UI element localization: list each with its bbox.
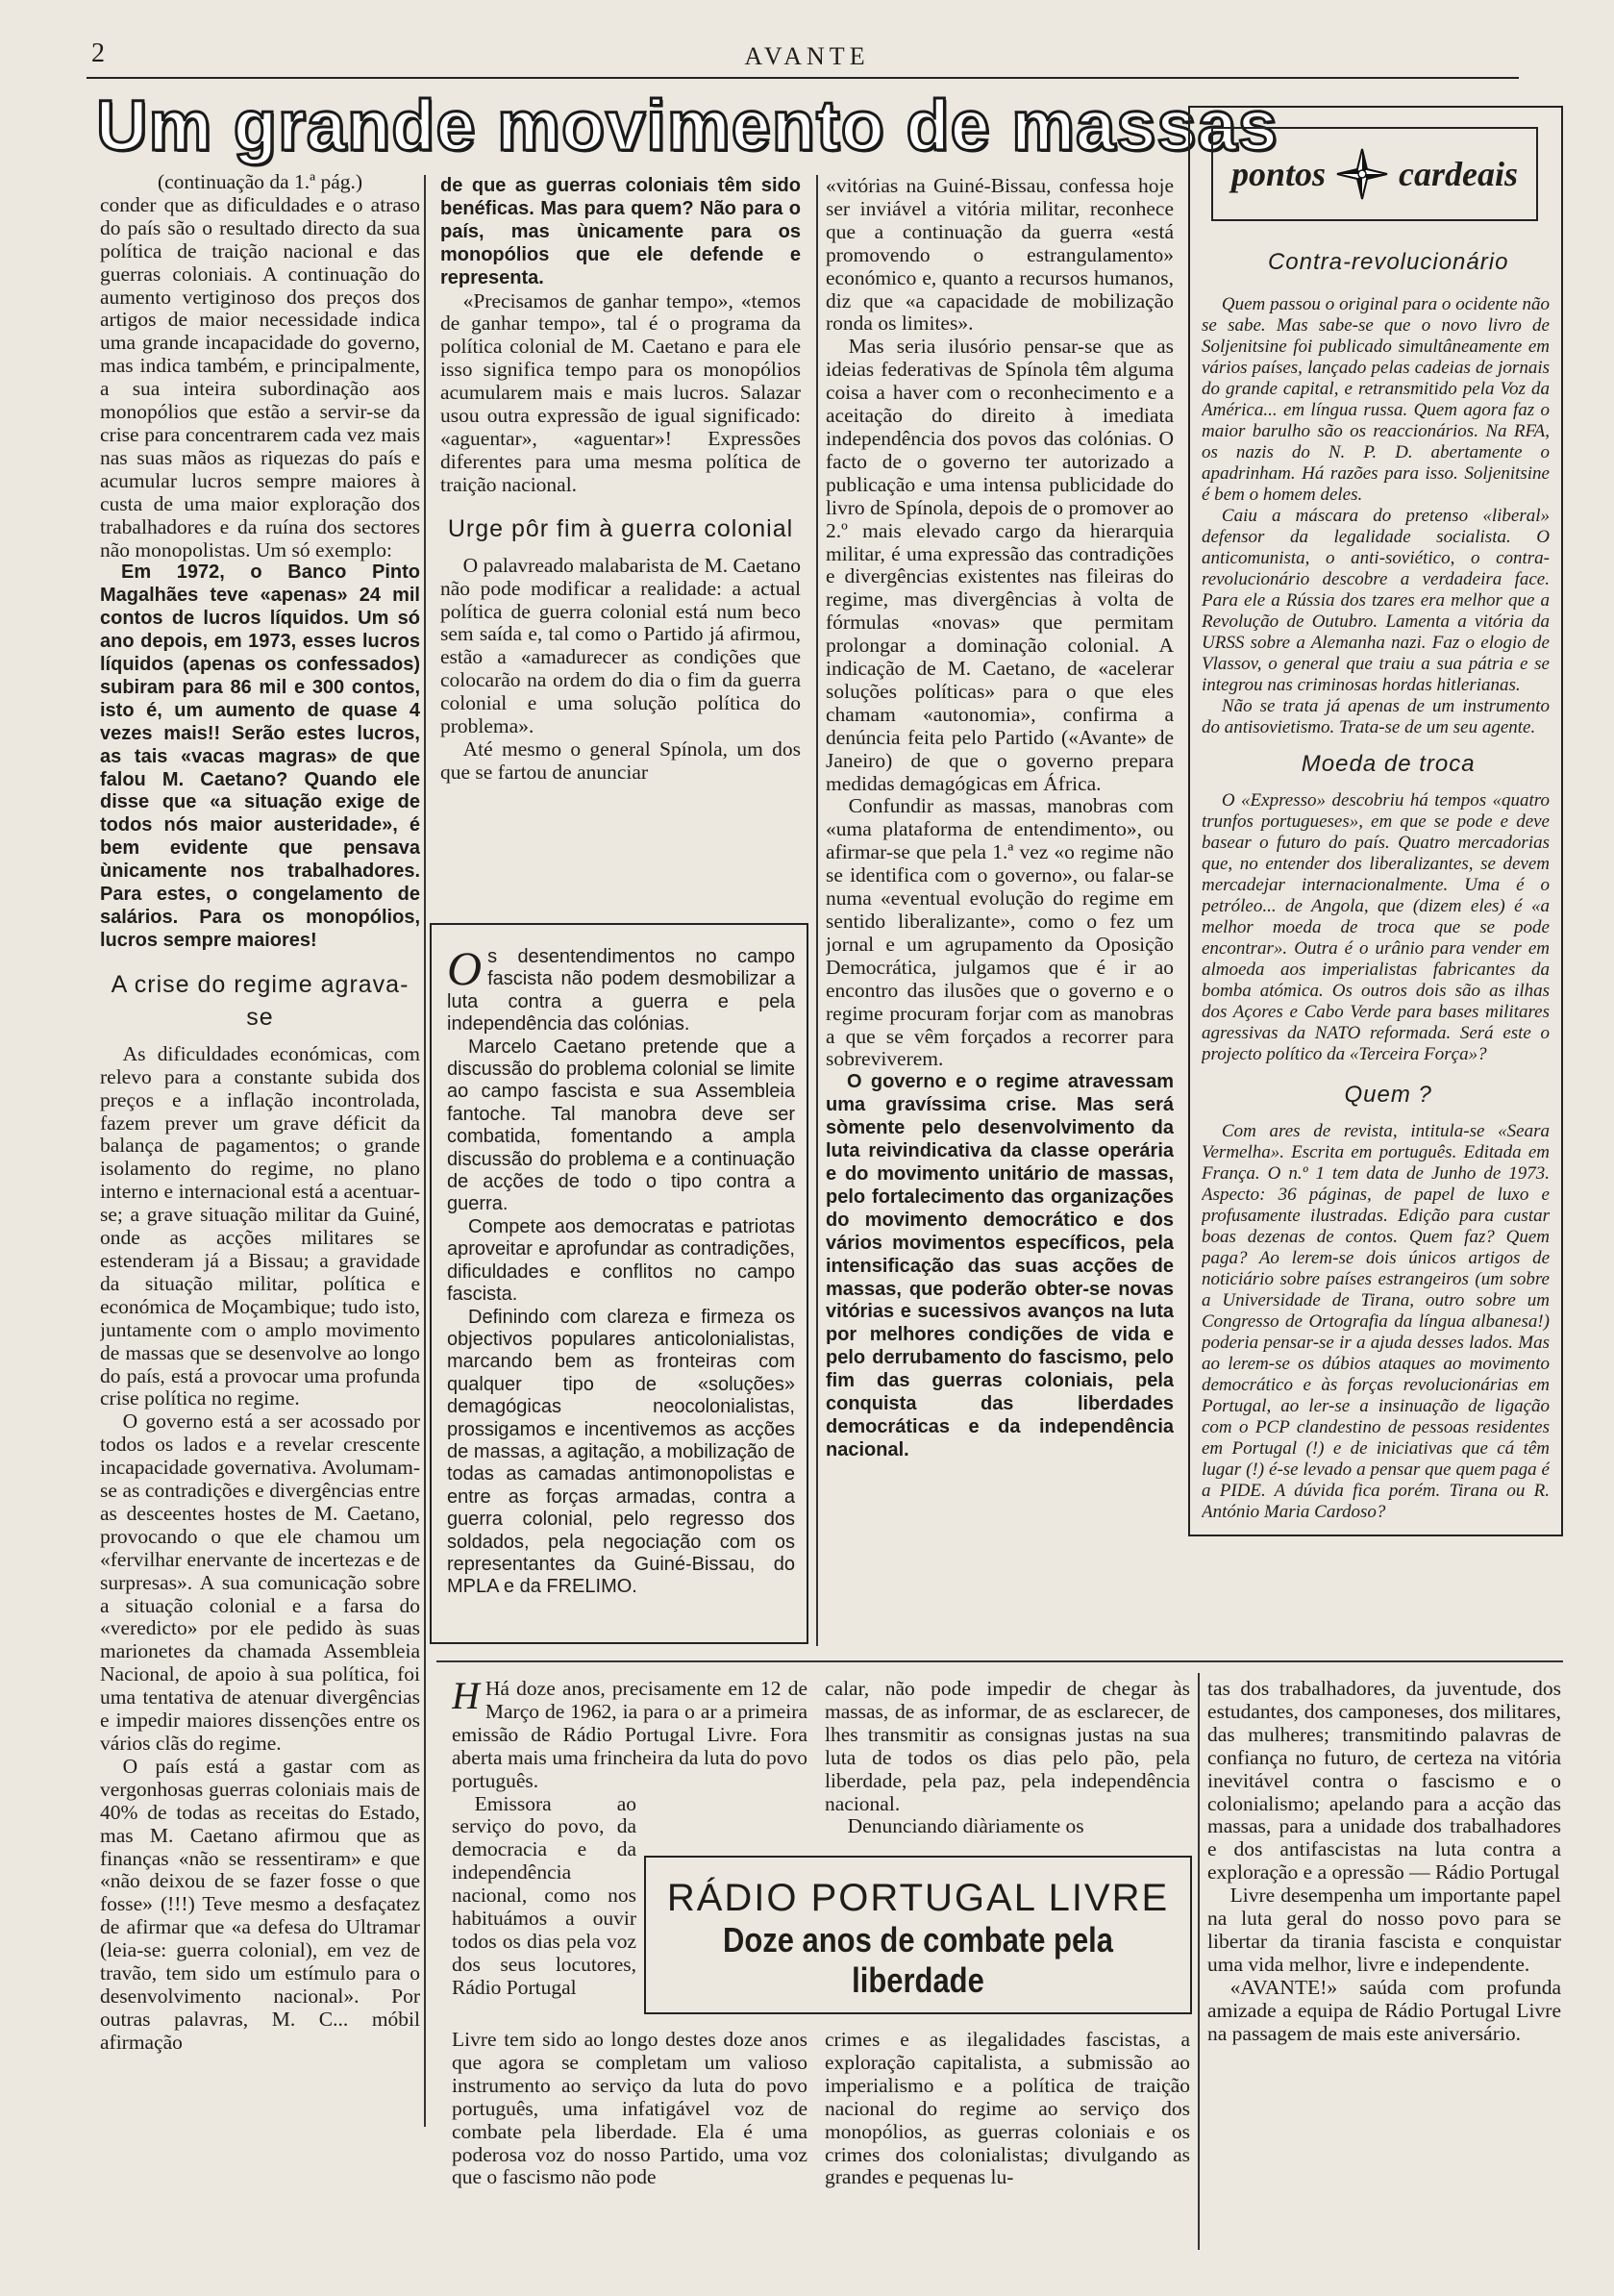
notice-box [430, 923, 808, 1644]
paragraph: Confundir as massas, manobras com «uma plataforma de entendimento», ou afirmar-se que pela 1.ª vez «o regime não se identifica com o governo», ou falar-se numa «eventual evolução do regime em sentido liberalizante», como o fez um jornal e um agrupamento da Oposição Democrática, julgamos que é ir ao encontro das ilusões que o governo e o regime procuram forjar com as manobras a que se vêm forçados a recorrer para sobreviverem. [826, 794, 1174, 1071]
drop-cap: H [452, 1678, 480, 1717]
header-rule [87, 77, 1519, 79]
radio-column-2 [825, 1678, 1190, 1860]
paragraph: conder que as dificuldades e o atraso do país são o resultado directo da sua política de traição nacional e das guerras coloniais. A continuação do aumento vertiginoso dos preços dos artigos de maior necessidade indica uma grande incapacidade do governo, mas indica também, e principalmente, a sua inteira subordinação aos monopólios que estão a servir-se da crise para concentrarem cada vez mais nas suas mãos as riquezas do país e acumular lucros sempre maiores à custa de uma maior exploração dos trabalhadores e da ruína dos sectores não monopolistas. Um só exemplo: [100, 192, 420, 562]
paragraph-bold: Em 1972, o Banco Pinto Magalhães teve «apenas» 24 mil contos de lucros líquidos. Um só ano depois, em 1973, esses lucros líquidos (apenas os confessados) subiram para 86 mil e 300 contos, isto é, um aumento de quase 4 vezes mais!! Serão estes lucros, as tais «vacas magras» de que falou M. Caetano? Quando ele disse que «a situação exige de todos nós maior austeridade», é bem evidente que pensava ùnicamente nos trabalhadores. Para estes, o congelamento de salários. Para os monopólios, lucros sempre maiores! [100, 562, 420, 951]
subheading-urge: Urge pôr fim à guerra colonial [447, 514, 794, 542]
paragraph: tas dos trabalhadores, da juventude, dos estudantes, dos camponeses, dos militares, das mulheres; transmitindo palavras de confiança no futuro, de certeza na vitória inevitável contra o fascismo e o colonialismo; apelando para a acção das massas, para a unidade dos trabalhadores e dos antifascistas na luta contra a exploração e a opressão — Rádio Portugal [1207, 1678, 1561, 1884]
newspaper-name: AVANTE [744, 42, 870, 70]
paragraph: crimes e as ilegalidades fascistas, a exploração capitalista, a submissão ao imperialismo e a política de traição nacional do regime ao serviço dos monopólios, as guerras coloniais e os crimes dos colonialistas; divulgando as grandes e pequenas lu- [825, 2029, 1190, 2189]
column-rule [424, 175, 426, 2127]
paragraph: s desentendimentos no campo fascista não podem desmobilizar a luta contra a guerra e pela independência das colónias. [447, 946, 795, 1036]
radio-lead: Há doze anos, precisamente em 12 de Março de 1962, ia para o ar a primeira emissão de Rádio Portugal Livre. Fora aberta mais uma frincheira da luta do povo português. [452, 1678, 807, 1792]
paragraph [452, 1678, 807, 1793]
pontos-cardeais-logo [1211, 127, 1538, 221]
paragraph: O país está a gastar com as vergonhosas guerras coloniais mais de 40% de todas as receitas do Estado, mas M. Caetano afirmou que as finanças «não se ressentiram» e que «não deixou de se fazer fosse o que fosse» (!!!) Teve mesmo a desfaçatez de afirmar que «a defesa do Ultramar (leia-se: guerra colonial), em vez de travão, tem sido um estímulo para o desenvolvimento nacional». Por outras palavras, M. C... móbil afirmação [100, 1754, 420, 2054]
article-column-3 [826, 175, 1174, 1656]
article-column-2 [440, 175, 801, 911]
logo-word-right: cardeais [1399, 155, 1519, 193]
headline: Um grande movimento de massas [96, 86, 1279, 165]
paragraph: calar, não pode impedir de chegar às massas, de as informar, de as esclarecer, de lhes transmitir as consignas justas na sua luta de todos os dias pelo pão, pela liberdade, pela paz, pela independência nacional. [825, 1678, 1190, 1815]
radio-subtitle: Doze anos de combate pela liberdade [722, 1920, 1114, 2000]
section-heading: Quem ? [1344, 1082, 1432, 1108]
page-number: 2 [91, 38, 105, 68]
radio-title-box [644, 1856, 1192, 2014]
paragraph: As dificuldades económicas, com relevo para a constante subida dos preços e a inflação incontrolada, fazem prever um grave déficit da balança de pagamentos; o grande isolamento do regime, no plano interno e internacional está a acentuar-se; a grave situação militar da Guiné, onde as acções militares se estenderam já a Bissau; a gravidade da situação militar, política e económica de Moçambique; tudo isto, juntamente com o amplo movimento de massas que se desenvolve ao longo do país, está a provocar uma profunda crise política no regime. [100, 1041, 420, 1410]
compass-star-icon [1335, 147, 1389, 201]
drop-cap: O [447, 941, 483, 995]
paragraph: O palavreado malabarista de M. Caetano não pode modificar a realidade: a actual política de guerra colonial está num beco sem saída e, tal como o Partido já afirmou, estão a «amadurecer as condições que colocarão na ordem do dia o fim da guerra colonial e uma solução política do problema». [440, 553, 801, 738]
paragraph: «AVANTE!» saúda com profunda amizade a equipa de Rádio Portugal Livre na passagem de mais este aniversário. [1207, 1975, 1561, 2045]
paragraph: «vitórias na Guiné-Bissau, confessa hoje ser inviável a vitória militar, reconhece que a continuação da guerra «está promovendo o estrangulamento» económico e, quanto a recursos humanos, diz que «a capacidade de mobilização ronda os limites». [826, 175, 1174, 336]
paragraph: O «Expresso» descobriu há tempos «quatro trunfos portugueses», em que se pode e deve basear o futuro do país. Quatro mercadorias que, no entender dos liberalizantes, se devem mercadejar internacionalmente. Uma é o petróleo... de Angola, que (dizem eles) é «a melhor moeda de troca que se pode encontrar». Outra é o urânio para vender em almoeda aos imperialistas fabricantes da bomba atómica. Os outros dois são as ilhas dos Açores e Cabo Verde para bases militares agressivas da NATO reformada. Será este o projecto político da «Terceira Força»? [1202, 790, 1550, 1064]
paragraph-bold: de que as guerras coloniais têm sido benéficas. Mas para quem? Não para o país, mas ùnicamente para os monopólios que ele defende e representa. [440, 175, 801, 288]
paragraph: O governo está a ser acossado por todos os lados e a revelar crescente incapacidade governativa. Avolumam-se as contradições e divergências entre as desceentes hostes de M. Caetano, provocando o que ele chamou um «fervilhar enervante de incertezas e de surpresas». A sua comunicação sobre a situação colonial e a farsa do «veredicto» por ele pedido às suas marionetes da chamada Assembleia Nacional, de apoio à sua política, foi uma tentativa de atenuar divergências e impedir maiores dissenções entre os vários clãs do regime. [100, 1410, 420, 1755]
paragraph: Quem passou o original para o ocidente não se sabe. Mas sabe-se que o novo livro de Soljenitsine foi publicado simultâneamente em vários países, lançado pelas cadeias de jornais do grande capital, e retransmitido pela Voz da América... em língua russa. Quem agora faz o maior barulho são os reaccionários. Na RFA, os nazis do N. P. D. abertamente o apadrinham. Há razões para isso. Soljenitsine é bem o homem deles. [1202, 294, 1550, 505]
paragraph: Livre tem sido ao longo destes doze anos que agora se completam um valioso instrumento ao serviço da luta do povo português, uma infatigável voz de combate pela liberdade. Ela é uma poderosa voz do nosso Partido, uma voz que o fascismo não pode [452, 2029, 807, 2189]
paragraph: Livre desempenha um importante papel na luta geral do nosso povo para se libertar da tirania fascista e conquistar uma vida melhor, livre e independente. [1207, 1884, 1561, 1976]
bottom-top-rule [436, 1660, 1563, 1662]
paragraph: Caiu a máscara do pretenso «liberal» defensor da legalidade socialista. O anticomunista, o anti-soviético, o contra-revolucionário descobre a verdadeira face. Para ele a Rússia dos tzares era melhor que a Revolução de Outubro. Lamenta a vitória da URSS sobre a Alemanha nazi. Faz o elogio de Vlassov, o general que traiu a sua pátria e se integrou nas criminosas hordas hitlerianas. [1202, 506, 1550, 695]
paragraph: Compete aos democratas e patriotas aproveitar e aprofundar as contradições, dificuldades e conflitos no campo fascista. [447, 1215, 795, 1306]
section-heading: Moeda de troca [1301, 751, 1476, 777]
radio-column-3 [1207, 1678, 1561, 2264]
section-heading: Contra-revolucionário [1267, 252, 1509, 275]
continuation-note: (continuação da 1.ª pág.) [157, 171, 363, 193]
logo-word-left: pontos [1230, 155, 1327, 193]
paragraph: Com ares de revista, intitula-se «Seara Vermelha». Escrita em português. Editada em França. O n.º 1 tem data de Junho de 1973. Aspecto: 36 páginas, de papel de luxo e profusamente ilustradas. Edição para custar boas dezenas de contos. Quem faz? Quem paga? Ao lerem-se dois únicos artigos de noticiário sobre países estrangeiros (um sobre a Universidade de Tirana, outro sobre um Congresso de Ortografia da língua albanesa!) poderia pensar-se ir a ajuda desses lados. Mas ao lerem-se os dúbios ataques ao movimento democrático e às forças revolucionárias em Portugal, ao ler-se a insinuação de ligação com o PCP clandestino de pessoas residentes em Portugal (!) e de iniciativas que cá têm lugar (!) é-se levado a pensar que quem paga é a PIDE. A dúvida fica porém. Tirana ou R. António Maria Cardoso? [1202, 1121, 1550, 1522]
paragraph: Mas seria ilusório pensar-se que as ideias federativas de Spínola têm alguma coisa a haver com o reconhecimento e a aceitação do direito à imediata independência dos povos das colónias. O facto de o governo ter autorizado a publicação e uma intensa publicidade do livro de Spínola, depois de o promover ao 2.º mais elevado cargo da hierarquia militar, é uma expressão das contradições e divergências existentes nas fileiras do regime, mas divergências à volta de fórmulas «novas» que permitam prolongar a dominação colonial. A indicação de M. Caetano, de «acelerar soluções políticas» para o que eles chamam «autonomia», confirma a denúncia feita pelo Partido («Avante» de Janeiro) de que o governo prepara medidas demagógicas em África. [826, 335, 1174, 795]
pontos-cardeais-text [1202, 252, 1550, 1531]
radio-column-2-cont [825, 2029, 1190, 2259]
radio-column-1-cont [452, 2029, 807, 2259]
paragraph: Marcelo Caetano pretende que a discussão do problema colonial se limite ao campo fascista e sua Assembleia fantoche. Tal manobra deve ser combatida, fomentando a ampla discussão do problema e a continuação de acções de todo o tipo contra a guerra. [447, 1036, 795, 1215]
article-column-1 [100, 171, 420, 2133]
paragraph-bold: O governo e o regime atravessam uma gravíssima crise. Mas será sòmente pelo desenvolvimento da luta reivindicativa da classe operária e do movimento unitário de massas, pelo fortalecimento das organizações do movimento democrático e dos vários movimentos específicos, pela intensificação das suas acções de massas, que poderão obter-se novas vitórias e sucessivos avanços na luta por melhores condições de vida e pelo derrubamento do fascismo, pelo fim das guerras coloniais, pela conquista das liberdades democráticas e da independência nacional. [826, 1071, 1174, 1460]
paragraph: «Precisamos de ganhar tempo», «temos de ganhar tempo», tal é o programa da política colonial de M. Caetano e para ele isso significa tempo para os monopólios acumularem mais e mais lucros. Salazar usou outra expressão de igual significado: «aguentar», «aguentar»! Expressões diferentes para uma mesma política de traição nacional. [440, 288, 801, 496]
column-rule [1198, 1673, 1200, 2250]
paragraph: Não se trata já apenas de um instrumento do antisovietismo. Trata-se de um seu agente. [1202, 696, 1550, 737]
radio-title: RÁDIO PORTUGAL LIVRE [666, 1877, 1170, 1919]
column-rule [816, 175, 818, 1646]
paragraph: Definindo com clareza e firmeza os objectivos populares anticolonialistas, marcando bem as fronteiras com qualquer tipo de «soluções» demagógicas neocolonialistas, prossigamos e incentivemos as acções de massas, a agitação, a mobilização de todas as camadas antimonopolistas e entre as forças armadas, contra a guerra colonial, pelo regresso dos soldados, pela negociação com os representantes da Guiné-Bissau, do MPLA e da FRELIMO. [447, 1306, 795, 1598]
paragraph: Denunciando diàriamente os [847, 1814, 1084, 1838]
paragraph: Emissora ao serviço do povo, da democracia e da independência nacional, como nos habituámos a ouvir todos os dias pela voz dos seus locutores, Rádio Portugal [452, 1791, 636, 1999]
subheading-crise: A crise do regime agrava-se [111, 970, 410, 1031]
paragraph: Até mesmo o general Spínola, um dos que se fartou de anunciar [440, 736, 801, 784]
